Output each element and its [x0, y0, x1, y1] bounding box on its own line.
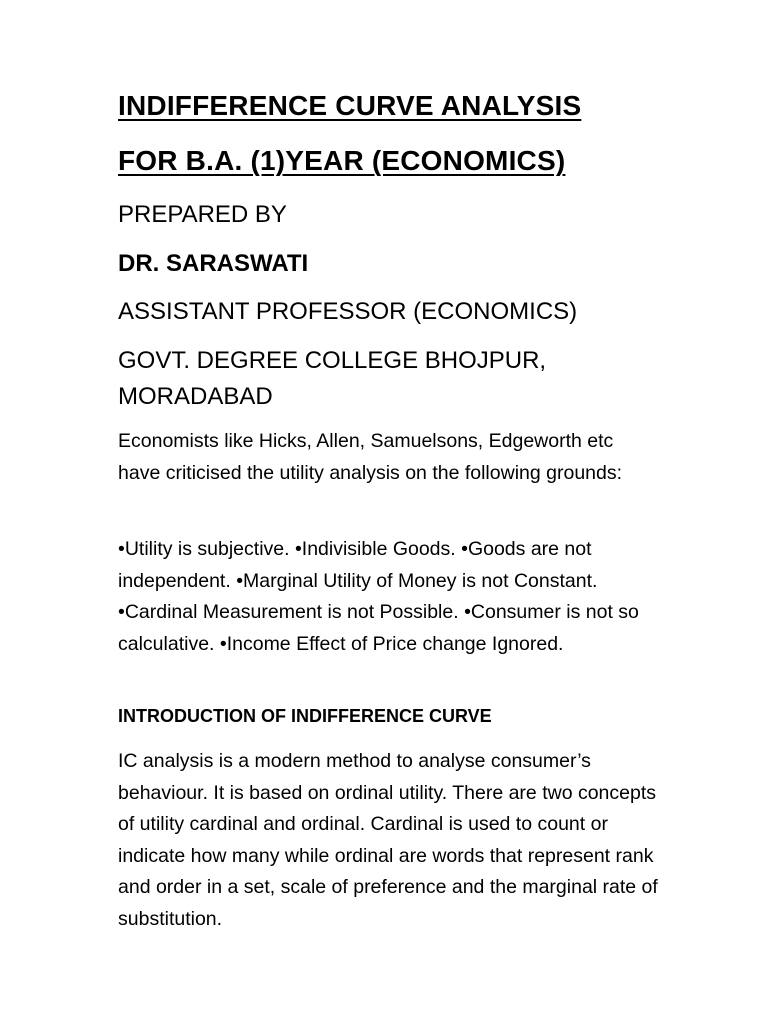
college-line-2: MORADABAD [118, 383, 273, 410]
title-line-2: FOR B.A. (1)YEAR (ECONOMICS) [118, 145, 566, 176]
author-designation: ASSISTANT PROFESSOR (ECONOMICS) [118, 298, 578, 325]
prepared-by: PREPARED BY [118, 201, 287, 228]
section-heading: INTRODUCTION OF INDIFFERENCE CURVE [118, 706, 492, 726]
college-line-1: GOVT. DEGREE COLLEGE BHOJPUR, [118, 347, 547, 374]
paragraph-ic-intro: IC analysis is a modern method to analyse consumer’s behaviour. It is based on ordinal utility. There are two concepts of utility cardinal and ordinal. Cardinal is used to count or indicate how many while ordinal are words that represent rank and order in a set, scale of preference and the marginal rate of substitution. [118, 750, 658, 930]
title-line-1: INDIFFERENCE CURVE ANALYSIS [118, 90, 582, 121]
paragraph-criticisms-intro: Economists like Hicks, Allen, Samuelsons, Edgeworth etc have criticised the utility analysis on the following grounds: [118, 430, 623, 484]
paragraph-criticisms-list: •Utility is subjective. •Indivisible Goods. •Goods are not independent. •Marginal Utility of Money is not Constant. •Cardinal Measurement is not Possible. •Consumer is not so calculative. •Income Effect of Price change Ignored. [118, 538, 639, 655]
author-name: DR. SARASWATI [118, 250, 309, 277]
